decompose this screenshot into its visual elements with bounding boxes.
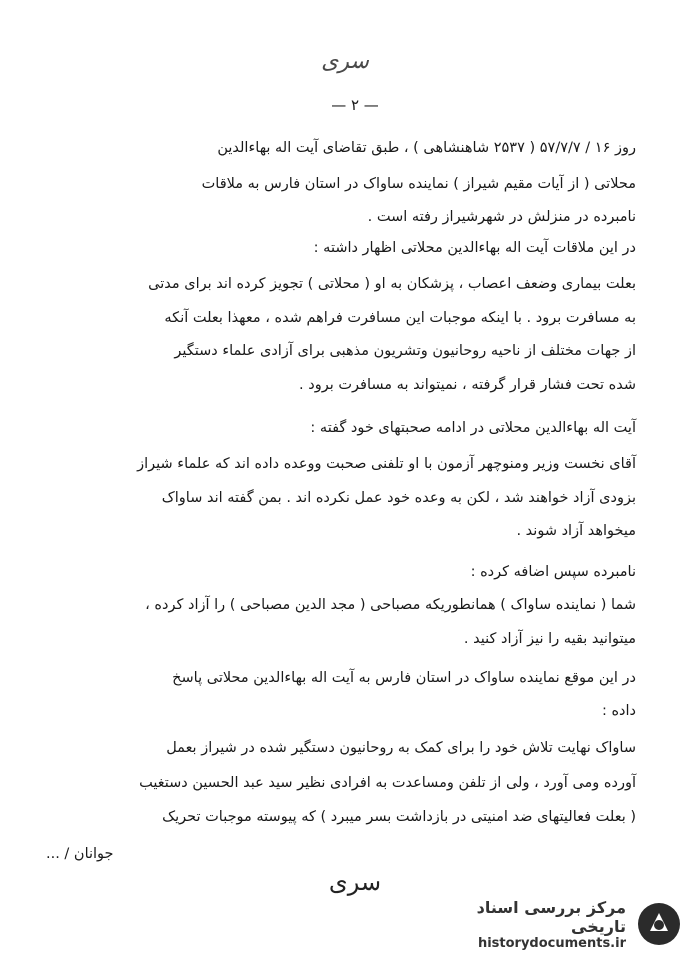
text-line: ( بعلت فعالیتهای ضد امنیتی در بازداشت بسر میبرد ) که پیوسته موجبات تحریک — [162, 809, 636, 825]
text-line: شما ( نماینده ساواک ) همانطوریکه مصباحی ( مجد الدین مصباحی ) را آزاد کرده ، — [145, 597, 636, 613]
text-line: میخواهد آزاد شوند . — [516, 523, 636, 539]
text-line: روز ۱۶ / ۵۷/۷/۷ ( ۲۵۳۷ شاهنشاهی ) ، طبق تقاضای آیت اله بهاءالدین — [217, 140, 636, 156]
text-line: در این ملاقات آیت اله بهاءالدین محلاتی اظهار داشته : — [313, 240, 636, 256]
text-line: آقای نخست وزیر ومنوچهر آزمون با او تلفنی صحبت ووعده داده اند که علماء شیراز — [137, 456, 636, 472]
text-line: محلاتی ( از آیات مقیم شیراز ) نماینده ساواک در استان فارس به ملاقات — [201, 176, 636, 192]
text-line: بعلت بیماری وضعف اعصاب ، پزشکان به او ( محلاتی ) تجویز کرده اند برای مدتی — [148, 276, 636, 292]
classification-stamp-footer: سری — [328, 868, 382, 896]
watermark-logo — [426, 896, 682, 952]
text-line: به مسافرت برود . با اینکه موجبات این مسافرت فراهم شده ، معهذا بعلت آنکه — [164, 310, 636, 326]
text-line: از جهات مختلف از ناحیه روحانیون وتشریون مذهبی برای آزادی علماء دستگیر — [174, 343, 636, 359]
text-line: بزودی آزاد خواهند شد ، لکن به وعده خود عمل نکرده اند . بمن گفته اند ساواک — [161, 490, 636, 506]
watermark-text — [426, 898, 626, 951]
watermark-url: historydocuments.ir — [477, 935, 626, 951]
text-line: جوانان / ... — [46, 846, 114, 862]
text-line: ساواک نهایت تلاش خود را برای کمک به روحانیون دستگیر شده در شیراز بعمل — [166, 740, 636, 756]
text-line: آورده ومی آورد ، ولی از تلفن ومساعدت به افرادی نظیر سید عبد الحسین دستغیب — [139, 775, 636, 791]
text-line: داده : — [601, 703, 636, 719]
text-line: نامبرده در منزلش در شهرشیراز رفته است . — [367, 209, 636, 225]
text-line: شده تحت فشار قرار گرفته ، نمیتواند به مسافرت برود . — [299, 377, 636, 393]
text-line: میتوانید بقیه را نیز آزاد کنید . — [463, 631, 636, 647]
text-line: نامبرده سپس اضافه کرده : — [470, 564, 636, 580]
watermark-title: مرکز بررسی اسناد تاریخی — [476, 897, 626, 936]
classification-stamp: سری — [321, 49, 369, 74]
page-number: — ٢ — — [331, 96, 379, 114]
text-line: در این موقع نماینده ساواک در استان فارس به آیت اله بهاءالدین محلاتی پاسخ — [172, 670, 636, 686]
archive-logo-icon — [636, 901, 682, 947]
text-line: آیت اله بهاءالدین محلاتی در ادامه صحبتهای خود گفته : — [310, 420, 636, 436]
